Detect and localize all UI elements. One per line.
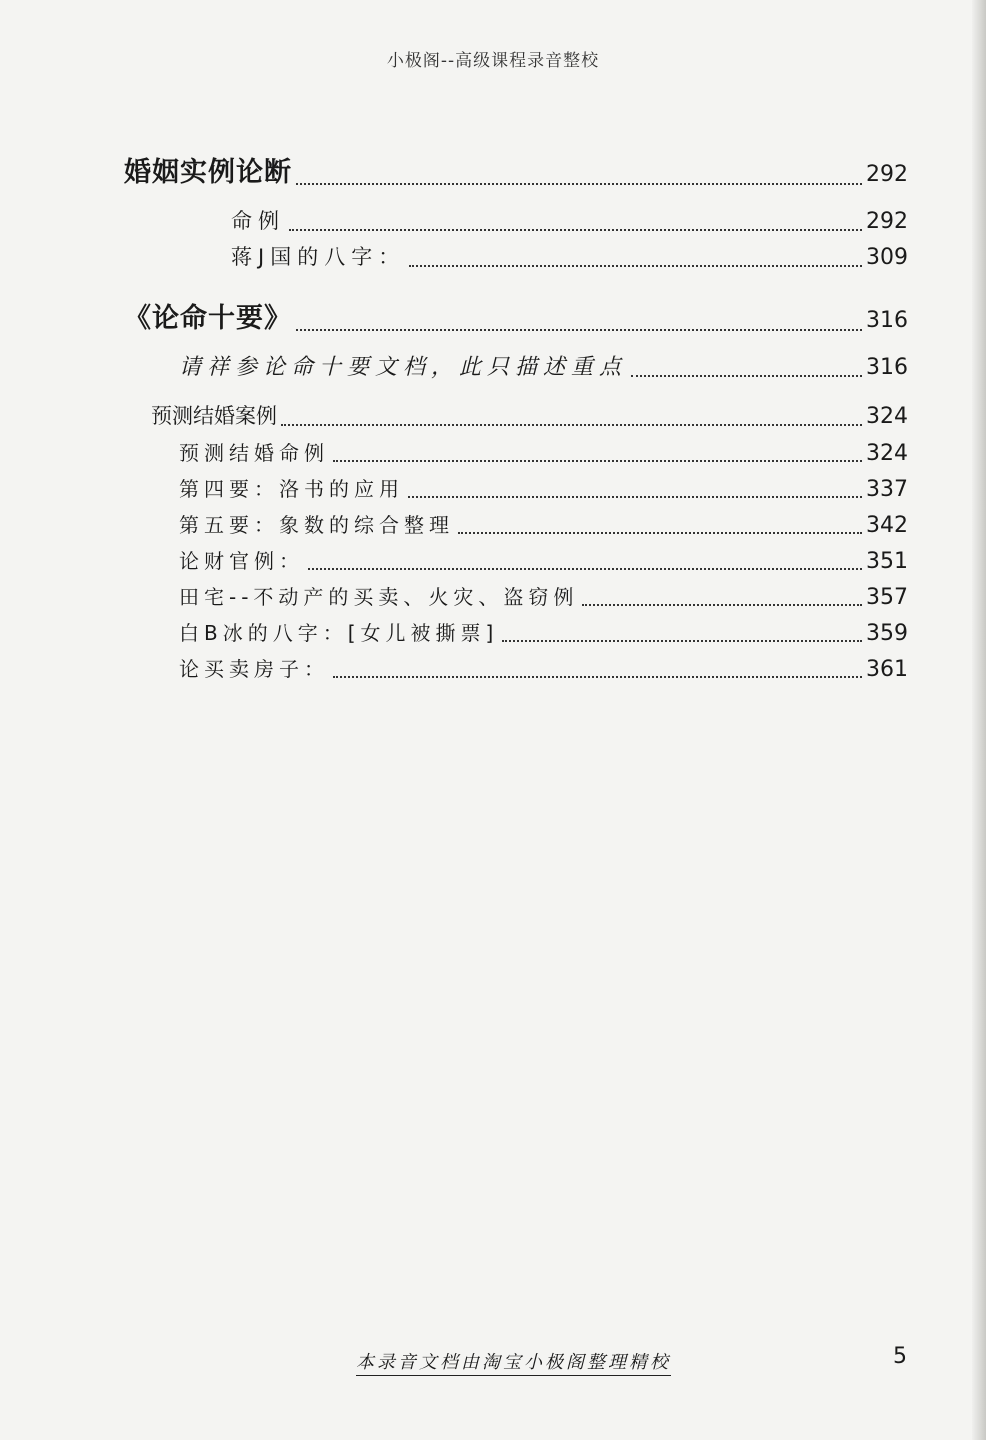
- footer-note: 本录音文档由淘宝小极阁整理精校: [356, 1348, 671, 1376]
- toc-entry-page: 292: [866, 209, 908, 234]
- dot-leader: [333, 460, 862, 462]
- toc-entry-page: 337: [866, 477, 908, 502]
- toc-entry-page: 316: [866, 355, 908, 380]
- toc-entry[interactable]: [151, 400, 908, 430]
- toc-entry[interactable]: [231, 241, 908, 271]
- toc-entry-label: 田宅--不动产的买卖、火灾、盗窃例: [179, 585, 579, 609]
- toc-entry-page: 309: [866, 245, 908, 270]
- toc-entry-label: 蒋J国的八字：: [231, 245, 406, 269]
- page-edge: [972, 0, 986, 1440]
- toc-entry-page: 351: [866, 549, 908, 574]
- toc-entry-page: 324: [866, 441, 908, 466]
- dot-leader: [631, 375, 862, 377]
- dot-leader: [582, 604, 862, 606]
- toc-entry[interactable]: [179, 581, 908, 610]
- toc-entry[interactable]: [179, 437, 908, 466]
- dot-leader: [289, 229, 862, 231]
- toc-entry-label: 第五要：象数的综合整理: [179, 513, 454, 537]
- dot-leader: [281, 424, 862, 426]
- toc-entry-label: 《论命十要》: [124, 303, 292, 334]
- toc-entry[interactable]: [179, 653, 908, 682]
- toc-entry-label: 白B冰的八字：[女儿被撕票]: [179, 621, 499, 645]
- toc-entry-page: 359: [866, 621, 908, 646]
- toc-entry[interactable]: [124, 296, 908, 335]
- toc-entry[interactable]: [231, 205, 908, 235]
- toc-entry-page: 324: [866, 404, 908, 429]
- dot-leader: [333, 676, 862, 678]
- toc-entry-label: 预测结婚命例: [179, 441, 329, 465]
- toc-entry-label: 请祥参论命十要文档，此只描述重点: [179, 355, 628, 380]
- toc-entry-page: 361: [866, 657, 908, 682]
- toc-entry-page: 292: [866, 162, 908, 187]
- page-header: 小极阁--高级课程录音整校: [386, 51, 600, 71]
- toc-entry[interactable]: [179, 350, 908, 381]
- toc-entry-label: 论财官例：: [179, 549, 304, 573]
- toc-entry-label: 论买卖房子：: [179, 657, 329, 681]
- dot-leader: [458, 532, 862, 534]
- toc-entry-page: 342: [866, 513, 908, 538]
- toc-entry[interactable]: [179, 545, 908, 574]
- toc-entry[interactable]: [179, 617, 908, 646]
- toc-entry-label: 第四要：洛书的应用: [179, 477, 404, 501]
- toc-entry-label: 预测结婚案例: [151, 404, 277, 428]
- dot-leader: [296, 329, 862, 331]
- toc-entry-label: 命例: [231, 209, 285, 233]
- page-number: 5: [893, 1344, 907, 1369]
- toc-entry-page: 316: [866, 308, 908, 333]
- dot-leader: [502, 640, 862, 642]
- toc-entry[interactable]: [179, 509, 908, 538]
- dot-leader: [296, 183, 862, 185]
- dot-leader: [308, 568, 862, 570]
- toc-entry-label: 婚姻实例论断: [124, 157, 292, 188]
- toc-entry[interactable]: [124, 150, 908, 189]
- dot-leader: [409, 265, 862, 267]
- toc-entry-page: 357: [866, 585, 908, 610]
- dot-leader: [408, 496, 862, 498]
- toc-entry[interactable]: [179, 473, 908, 502]
